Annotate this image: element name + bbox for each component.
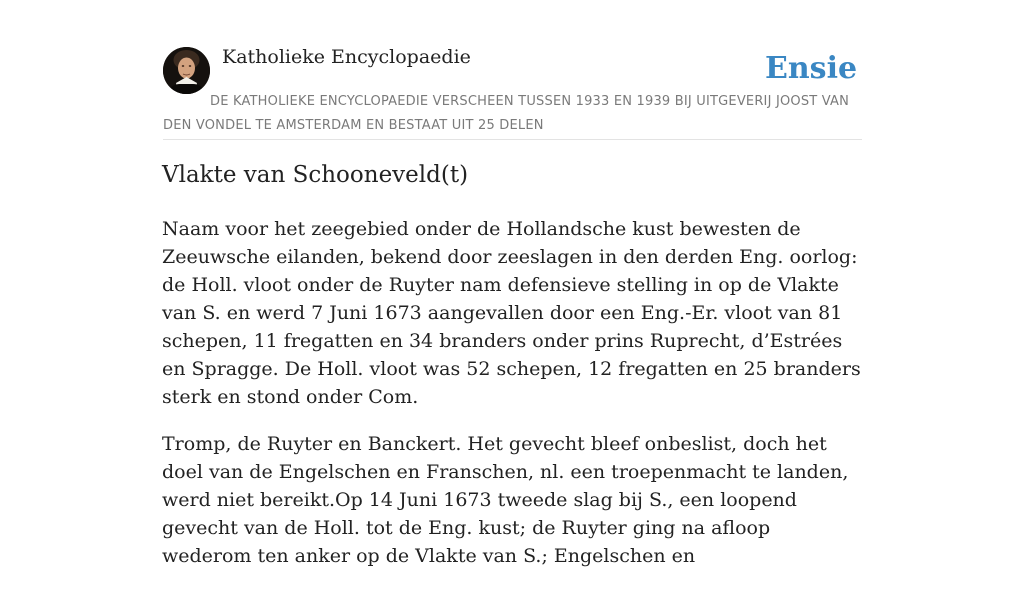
publication-avatar[interactable] [163,47,210,94]
header-divider [163,139,862,140]
publication-name[interactable]: Katholieke Encyclopaedie [222,46,471,68]
portrait-avatar-icon [163,47,210,94]
entry-body [162,215,864,589]
entry-paragraph: Naam voor het zeegebied onder de Hollandsche kust bewesten de Zeeuwsche eilanden, bekend door zeeslagen in den derden Eng. oorlog: de Holl. vloot onder de Ruyter nam defensieve stelling in op de Vlakte van S. en werd 7 Juni 1673 aangevallen door een Eng.-Er. vloot van 81 schepen, 11 fregatten en 34 branders onder prins Ruprecht, d’Estrées en Spragge. De Holl. vloot was 52 schepen, 12 fregatten en 25 branders sterk en stond onder Com. [162,218,861,408]
brand-logo[interactable]: Ensie [765,51,858,86]
publication-description: DE KATHOLIEKE ENCYCLOPAEDIE VERSCHEEN TUSSEN 1933 EN 1939 BIJ UITGEVERIJ JOOST VAN DEN VONDEL TE AMSTERDAM EN BESTAAT UIT 25 DELEN [163,94,850,133]
entry-title: Vlakte van Schooneveld(t) [162,162,469,188]
entry-paragraph: Tromp, de Ruyter en Banckert. Het gevecht bleef onbeslist, doch het doel van de Engelschen en Franschen, nl. een troepenmacht te landen, werd niet bereikt.Op 14 Juni 1673 tweede slag bij S., een loopend gevecht van de Holl. tot de Eng. kust; de Ruyter ging na afloop wederom ten anker op de Vlakte van S.; Engelschen en [162,433,849,567]
